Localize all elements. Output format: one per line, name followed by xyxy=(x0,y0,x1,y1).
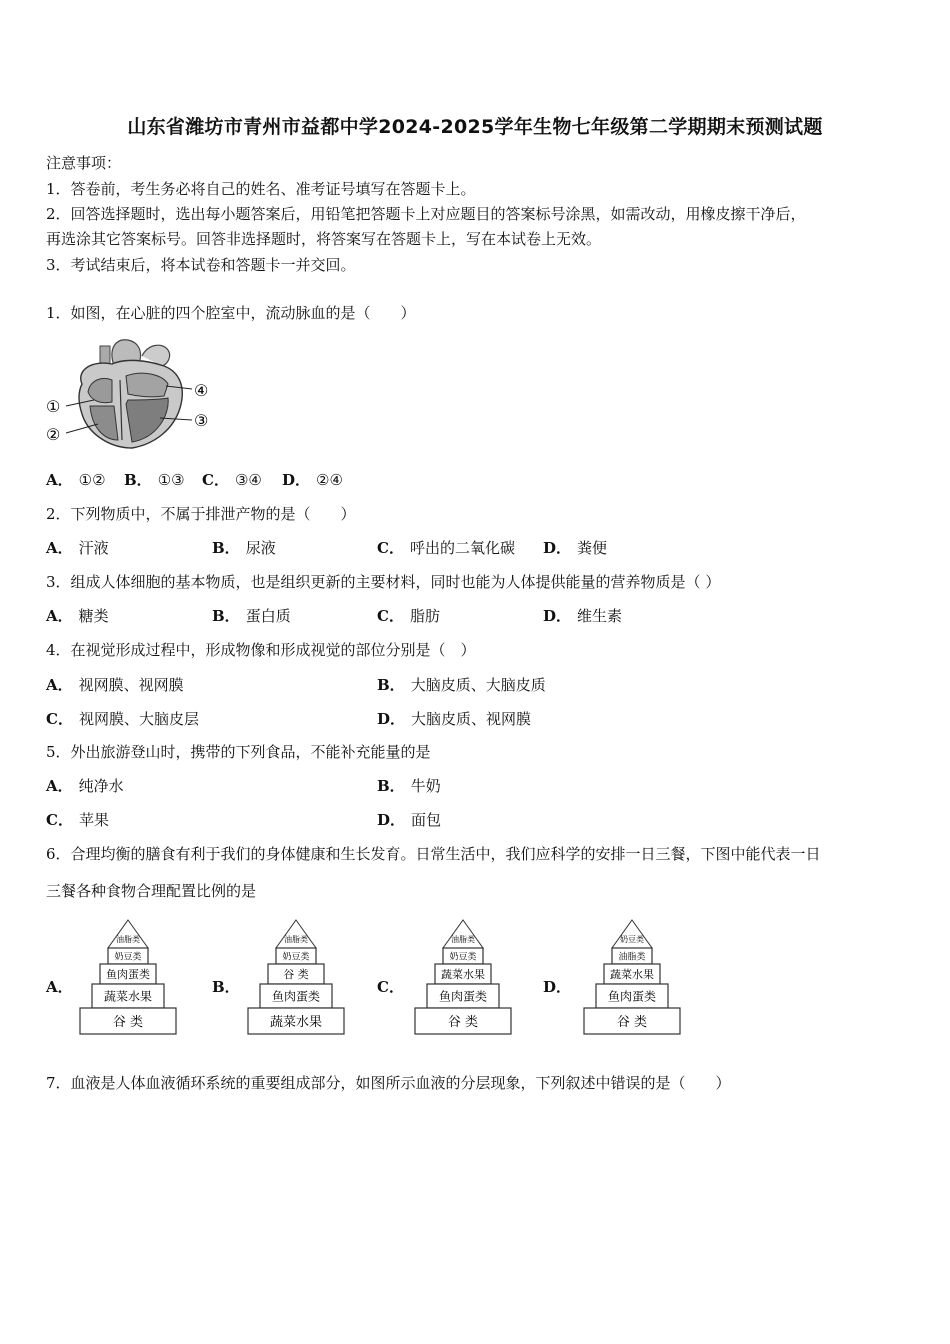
pyramid-layer-label: 蔬菜水果 xyxy=(610,968,654,982)
q6-pyramid-a xyxy=(72,916,182,1040)
q1-option-d[interactable]: D． ②④ xyxy=(282,471,343,489)
q3-option-a[interactable]: A． 糖类 xyxy=(46,607,109,625)
notice-item-2-cont: 再选涂其它答案标号。回答非选择题时，将答案写在答题卡上，写在本试卷上无效。 xyxy=(46,230,602,248)
pyramid-layer-label: 蔬菜水果 xyxy=(441,968,485,982)
pyramid-layer-label: 蔬菜水果 xyxy=(269,1015,323,1030)
q4-option-a[interactable]: A． 视网膜、视网膜 xyxy=(46,676,184,694)
pyramid-layer-label: 鱼肉蛋类 xyxy=(607,989,657,1004)
heart-label-1: ① xyxy=(46,397,61,416)
heart-label-4: ④ xyxy=(194,381,209,400)
notice-heading: 注意事项： xyxy=(46,154,122,172)
question-5-text: 5．外出旅游登山时，携带的下列食品，不能补充能量的是 xyxy=(46,743,431,761)
q5-option-d[interactable]: D． 面包 xyxy=(377,811,442,829)
q4-option-b[interactable]: B． 大脑皮质、大脑皮质 xyxy=(377,676,546,694)
pyramid-layer-label: 谷 类 xyxy=(447,1015,479,1030)
q5-option-c[interactable]: C． 苹果 xyxy=(46,811,109,829)
notice-item-2: 2．回答选择题时，选出每小题答案后，用铅笔把答题卡上对应题目的答案标号涂黑，如需改动，用橡皮擦干净后， xyxy=(46,205,806,223)
q2-option-a[interactable]: A． 汗液 xyxy=(46,539,109,557)
question-6-text-line1: 6．合理均衡的膳食有利于我们的身体健康和生长发育。日常生活中，我们应科学的安排一日三餐，下图中能代表一日 xyxy=(46,845,821,863)
q6-option-b-label[interactable]: B． xyxy=(212,978,240,996)
pyramid-layer-label: 油脂类 xyxy=(451,935,475,944)
pyramid-layer-label: 奶豆类 xyxy=(114,952,142,963)
pyramid-layer-label: 鱼肉蛋类 xyxy=(106,968,150,982)
q6-option-a-label[interactable]: A． xyxy=(46,978,73,996)
q6-pyramid-d xyxy=(576,916,686,1040)
heart-label-2: ② xyxy=(46,425,61,444)
q6-pyramid-b xyxy=(240,916,350,1040)
q1-option-a[interactable]: A． ①② xyxy=(46,471,106,489)
pyramid-layer-label: 谷 类 xyxy=(616,1015,648,1030)
pyramid-layer-label: 奶豆类 xyxy=(449,952,477,963)
pyramid-layer-label: 鱼肉蛋类 xyxy=(271,989,321,1004)
q2-option-d[interactable]: D． 粪便 xyxy=(543,539,608,557)
pyramid-layer-label: 蔬菜水果 xyxy=(103,989,153,1004)
pyramid-layer-label: 奶豆类 xyxy=(282,952,310,963)
question-3-text: 3．组成人体细胞的基本物质，也是组织更新的主要材料，同时也能为人体提供能量的营养物质是（ ） xyxy=(46,573,721,591)
question-1-text: 1．如图，在心脏的四个腔室中，流动脉血的是（ ） xyxy=(46,304,416,322)
notice-item-3: 3．考试结束后，将本试卷和答题卡一并交回。 xyxy=(46,256,356,274)
pyramid-layer-label: 鱼肉蛋类 xyxy=(438,989,488,1004)
q6-option-c-label[interactable]: C． xyxy=(377,978,404,996)
q5-option-a[interactable]: A． 纯净水 xyxy=(46,777,124,795)
question-7-text: 7．血液是人体血液循环系统的重要组成部分，如图所示血液的分层现象，下列叙述中错误的是（ ） xyxy=(46,1074,731,1092)
question-6-text-line2: 三餐各种食物合理配置比例的是 xyxy=(46,882,257,900)
q6-option-d-label[interactable]: D． xyxy=(543,978,572,996)
heart-diagram xyxy=(46,336,216,454)
heart-label-3: ③ xyxy=(194,411,209,430)
q1-option-c[interactable]: C． ③④ xyxy=(202,471,262,489)
pyramid-layer-label: 谷 类 xyxy=(112,1015,144,1030)
pyramid-layer-label: 谷 类 xyxy=(283,968,309,982)
pyramid-layer-label: 奶豆类 xyxy=(620,935,644,944)
pyramid-layer-label: 油脂类 xyxy=(116,935,140,944)
question-4-text: 4．在视觉形成过程中，形成物像和形成视觉的部位分别是（ ） xyxy=(46,641,476,659)
q5-option-b[interactable]: B． 牛奶 xyxy=(377,777,441,795)
q3-option-d[interactable]: D． 维生素 xyxy=(543,607,623,625)
q2-option-c[interactable]: C． 呼出的二氧化碳 xyxy=(377,539,515,557)
pyramid-layer-label: 油脂类 xyxy=(618,952,646,963)
q4-option-c[interactable]: C． 视网膜、大脑皮层 xyxy=(46,710,199,728)
question-2-text: 2．下列物质中，不属于排泄产物的是（ ） xyxy=(46,505,356,523)
q6-pyramid-c xyxy=(407,916,517,1040)
page-title: 山东省潍坊市青州市益都中学2024-2025学年生物七年级第二学期期末预测试题 xyxy=(127,116,823,138)
q4-option-d[interactable]: D． 大脑皮质、视网膜 xyxy=(377,710,532,728)
notice-item-1: 1．答卷前，考生务必将自己的姓名、准考证号填写在答题卡上。 xyxy=(46,180,476,198)
q2-option-b[interactable]: B． 尿液 xyxy=(212,539,276,557)
pyramid-layer-label: 油脂类 xyxy=(284,935,308,944)
q1-option-b[interactable]: B． ①③ xyxy=(124,471,185,489)
q3-option-b[interactable]: B． 蛋白质 xyxy=(212,607,291,625)
q3-option-c[interactable]: C． 脂肪 xyxy=(377,607,440,625)
